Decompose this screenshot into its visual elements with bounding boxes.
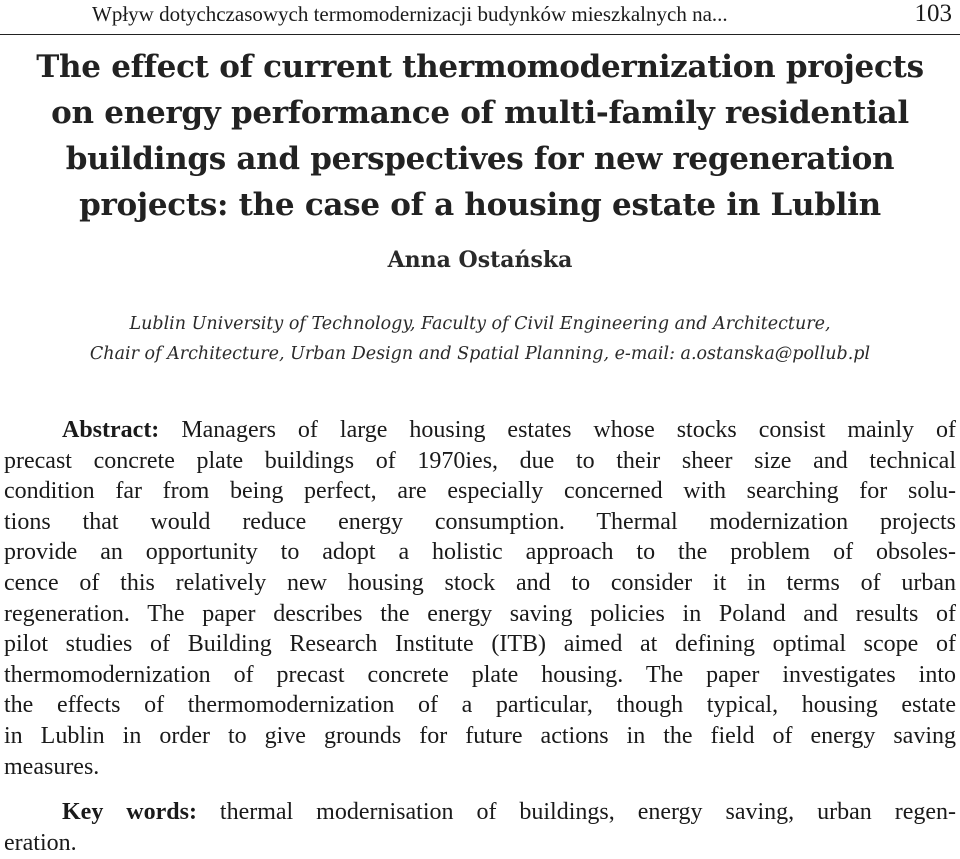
- keywords-last-line: eration.: [4, 830, 77, 856]
- abstract: [4, 415, 956, 782]
- abstract-label: Abstract:: [62, 417, 160, 443]
- abstract-line: precast concrete plate buildings of 1970ies, due to their sheer size and technical: [4, 447, 956, 474]
- abstract-first-line: [4, 415, 956, 446]
- abstract-line: thermomodernization of precast concrete plate housing. The paper investigates into: [4, 661, 956, 688]
- abstract-line: condition far from being perfect, are especially concerned with searching for solu-: [4, 478, 956, 505]
- page-number: 103: [914, 0, 952, 27]
- abstract-line: in Lublin in order to give grounds for future actions in the field of energy saving: [4, 722, 956, 749]
- paper-title-line: on energy performance of multi-family residential: [51, 95, 909, 131]
- affiliation-line: Lublin University of Technology, Faculty of Civil Engineering and Architecture,: [129, 314, 831, 334]
- keywords-text: thermal modernisation of buildings, energy saving, urban regen-: [219, 799, 957, 825]
- abstract-line: pilot studies of Building Research Institute (ITB) aimed at defining optimal scope of: [4, 631, 956, 658]
- abstract-text: Managers of large housing estates whose stocks consist mainly of: [181, 417, 957, 443]
- affiliation-line: Chair of Architecture, Urban Design and Spatial Planning, e-mail: a.ostanska@pollub.pl: [89, 344, 871, 364]
- author-name: Anna Ostańska: [387, 247, 573, 273]
- abstract-line: measures.: [4, 753, 100, 780]
- keywords-label: Key words:: [62, 799, 197, 825]
- keywords: [4, 797, 956, 859]
- abstract-line: the effects of thermomodernization of a particular, though typical, housing estate: [4, 692, 956, 719]
- keywords-first-line: [4, 797, 956, 828]
- paper-title-line: The effect of current thermomodernization projects: [36, 49, 924, 85]
- paper-title-line: buildings and perspectives for new regeneration: [65, 141, 895, 177]
- abstract-line: cence of this relatively new housing stock and to consider it in terms of urban: [4, 569, 956, 596]
- running-header: [0, 0, 960, 35]
- abstract-line: provide an opportunity to adopt a holistic approach to the problem of obsoles-: [4, 539, 956, 566]
- running-title: Wpływ dotychczasowych termomodernizacji budynków mieszkalnych na...: [92, 2, 728, 26]
- paper-title: [0, 44, 960, 228]
- affiliation: [0, 309, 960, 369]
- abstract-line: tions that would reduce energy consumption. Thermal modernization projects: [4, 508, 956, 535]
- abstract-line: regeneration. The paper describes the energy saving policies in Poland and results of: [4, 600, 956, 627]
- paper-title-line: projects: the case of a housing estate in Lublin: [79, 187, 881, 223]
